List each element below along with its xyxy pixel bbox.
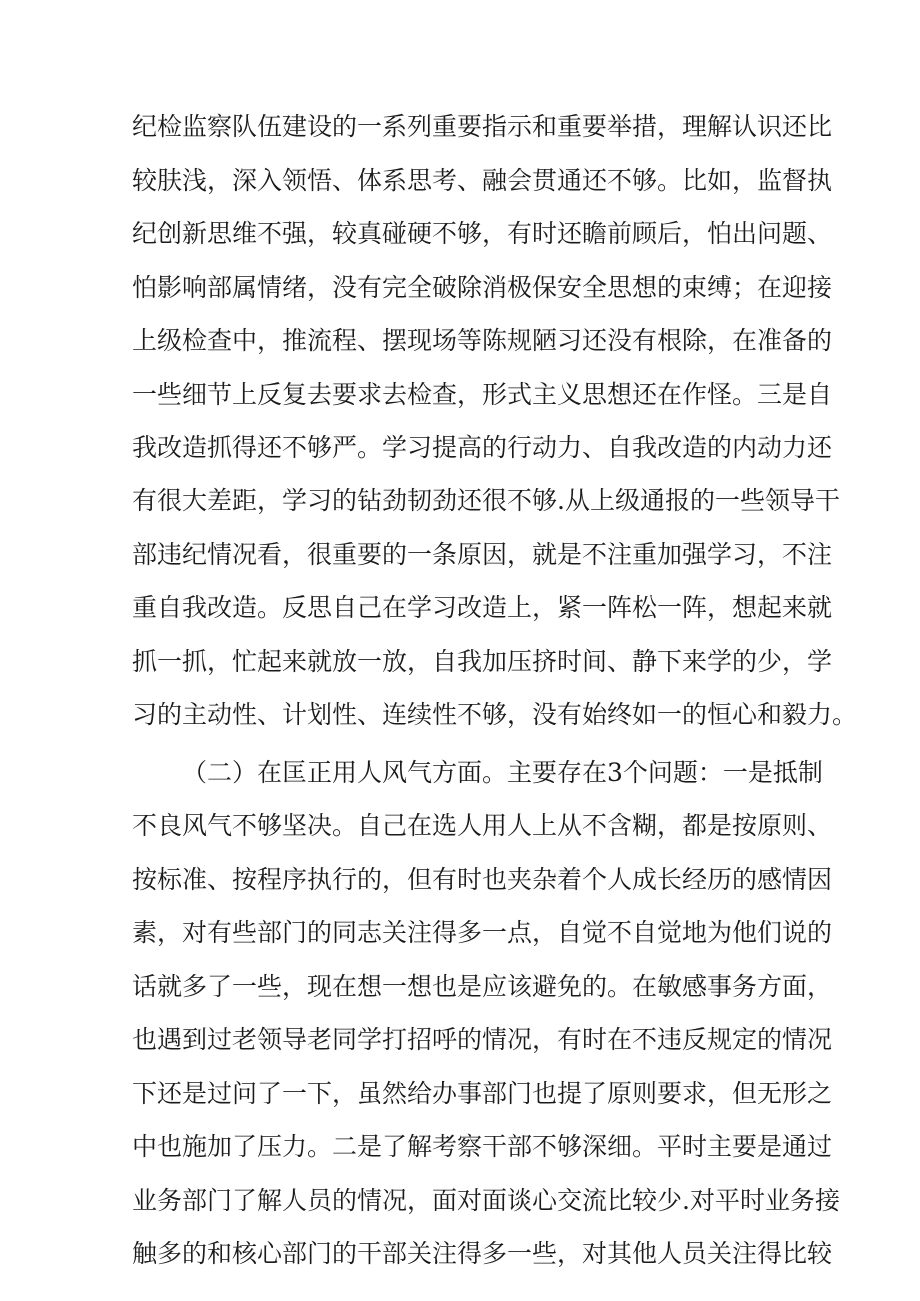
text-line: 业务部门了解人员的情况，面对面谈心交流比较少.对平时业务接 bbox=[132, 1186, 840, 1215]
text-line: 话就多了一些，现在想一想也是应该避免的。在敏感事务方面， bbox=[132, 972, 833, 1001]
text-line: 习的主动性、计划性、连续性不够，没有始终如一的恒心和毅力。 bbox=[132, 700, 858, 729]
text-line: 上级检查中，推流程、摆现场等陈规陋习还没有根除，在准备的 bbox=[132, 326, 833, 355]
text-line: 部违纪情况看，很重要的一条原因，就是不注重加强学习，不注 bbox=[132, 540, 833, 569]
text-line: 怕影响部属情绪，没有完全破除消极保安全思想的束缚；在迎接 bbox=[132, 273, 833, 302]
paragraph-heading-line: （二）在匡正用人风气方面。主要存在3个问题：一是抵制 bbox=[182, 758, 823, 787]
text-line: 一些细节上反复去要求去检查，形式主义思想还在作怪。三是自 bbox=[132, 380, 833, 409]
text-line: 较肤浅，深入领悟、体系思考、融会贯通还不够。比如，监督执 bbox=[132, 166, 833, 195]
text-line: 抓一抓，忙起来就放一放，自我加压挤时间、静下来学的少，学 bbox=[132, 647, 833, 676]
text-line: 下还是过问了一下，虽然给办事部门也提了原则要求，但无形之 bbox=[132, 1079, 833, 1108]
text-line: 重自我改造。反思自己在学习改造上，紧一阵松一阵，想起来就 bbox=[132, 593, 833, 622]
text-line: 不良风气不够坚决。自己在选人用人上从不含糊，都是按原则、 bbox=[132, 811, 833, 840]
text-line: 纪检监察队伍建设的一系列重要指示和重要举措，理解认识还比 bbox=[132, 112, 833, 141]
text-line: 素，对有些部门的同志关注得多一点，自觉不自觉地为他们说的 bbox=[132, 918, 833, 947]
text-line: 纪创新思维不强，较真碰硬不够，有时还瞻前顾后，怕出问题、 bbox=[132, 219, 833, 248]
text-line: 触多的和核心部门的干部关注得多一些，对其他人员关注得比较 bbox=[132, 1239, 833, 1268]
text-line: 有很大差距，学习的钻劲韧劲还很不够.从上级通报的一些领导干 bbox=[132, 486, 840, 515]
text-line: 按标准、按程序执行的，但有时也夹杂着个人成长经历的感情因 bbox=[132, 865, 833, 894]
text-line: 也遇到过老领导老同学打招呼的情况，有时在不违反规定的情况 bbox=[132, 1025, 833, 1054]
text-line: 我改造抓得还不够严。学习提高的行动力、自我改造的内动力还 bbox=[132, 433, 833, 462]
text-line: 中也施加了压力。二是了解考察干部不够深细。平时主要是通过 bbox=[132, 1132, 833, 1161]
